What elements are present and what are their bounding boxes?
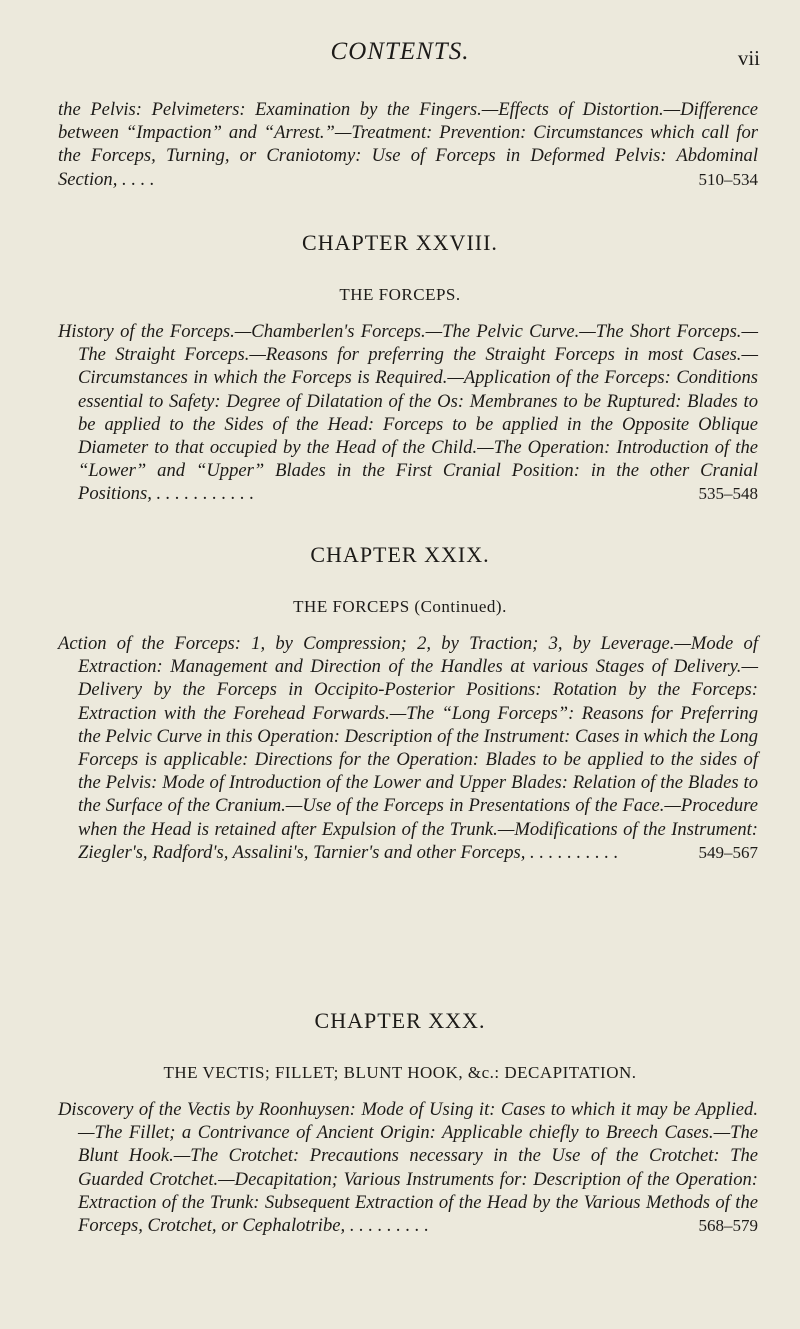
chapter-entry bbox=[58, 320, 758, 506]
chapter-subject: THE FORCEPS (Continued). bbox=[293, 597, 507, 616]
page-range: 568–579 bbox=[698, 1216, 758, 1236]
chapter-entry bbox=[58, 1098, 758, 1237]
chapter-entry bbox=[58, 632, 758, 864]
page-range: 510–534 bbox=[698, 169, 758, 189]
chapter-heading: CHAPTER XXVIII. bbox=[302, 230, 498, 255]
entry-text: Discovery of the Vectis by Roonhuysen: Mode of Using it: Cases to which it may be Applied.—The Fillet; a Contrivance of Ancient Origin: Applicable chiefly to Breech Cases.—The Blunt Hook.—The Crotchet: Precautions necessary in the Use of the Crotchet: The Guarded Crotchet.—Decapitation; Various Instruments for: Description of the Operation: Extraction of the Trunk: Subsequent Extraction of the Head by the Various Methods of the Forceps, Crotchet, or Cephalotribe, . . . . . . . . . bbox=[58, 1099, 758, 1237]
entry-text: the Pelvis: Pelvimeters: Examination by the Fingers.—Effects of Distortion.—Difference between “Impaction” and “Arrest.”—Treatment: Prevention: Circumstances which call for the Forceps, Turning, or Craniotomy: Use of Forceps in Deformed Pelvis: Abdominal Section, . . . . bbox=[58, 99, 758, 190]
chapter-subject: THE VECTIS; FILLET; BLUNT HOOK, &c.: DECAPITATION. bbox=[163, 1063, 637, 1082]
chapter-heading: CHAPTER XXIX. bbox=[310, 542, 490, 567]
chapter-subject: THE FORCEPS. bbox=[339, 285, 461, 304]
page-range: 535–548 bbox=[698, 484, 758, 504]
page-number: vii bbox=[737, 46, 760, 70]
entry-text: Action of the Forceps: 1, by Compression; 2, by Traction; 3, by Leverage.—Mode of Extraction: Management and Direction of the Handles at various Stages of Delivery.—Delivery by the Forceps in Occipito-Posterior Positions: Rotation by the Forceps: Extraction with the Forehead Forwards.—The “Long Forceps”: Reasons for Preferring the Pelvic Curve in this Operation: Description of the Instrument: Cases in which the Long Forceps is applicable: Directions for the Operation: Blades to be applied to the sides of the Pelvis: Mode of Introduction of the Lower and Upper Blades: Relation of the Blades to the Surface of the Cranium.—Use of the Forceps in Presentations of the Face.—Procedure when the Head is retained after Expulsion of the Trunk.—Modifications of the Instrument: Ziegler's, Radford's, Assalini's, Tarnier's and other Forceps, . . . . . . . . . . bbox=[58, 633, 758, 863]
page-range: 549–567 bbox=[698, 842, 758, 862]
entry-text: History of the Forceps.—Chamberlen's Forceps.—The Pelvic Curve.—The Short Forceps.—The Straight Forceps.—Reasons for preferring the Straight Forceps in most Cases.—Circumstances in which the Forceps is Required.—Application of the Forceps: Conditions essential to Safety: Degree of Dilatation of the Os: Membranes to be Ruptured: Blades to be applied to the Sides of the Head: Forceps to be applied in the Opposite Oblique Diameter to that occupied by the Head of the Child.—The Operation: Introduction of the “Lower” and “Upper” Blades in the First Cranial Position: in the other Cranial Positions, . . . . . . . . . . . bbox=[58, 321, 758, 505]
chapter-heading: CHAPTER XXX. bbox=[314, 1008, 486, 1033]
page-header bbox=[0, 38, 800, 78]
running-title: CONTENTS. bbox=[330, 38, 470, 65]
opening-entry bbox=[58, 98, 758, 191]
